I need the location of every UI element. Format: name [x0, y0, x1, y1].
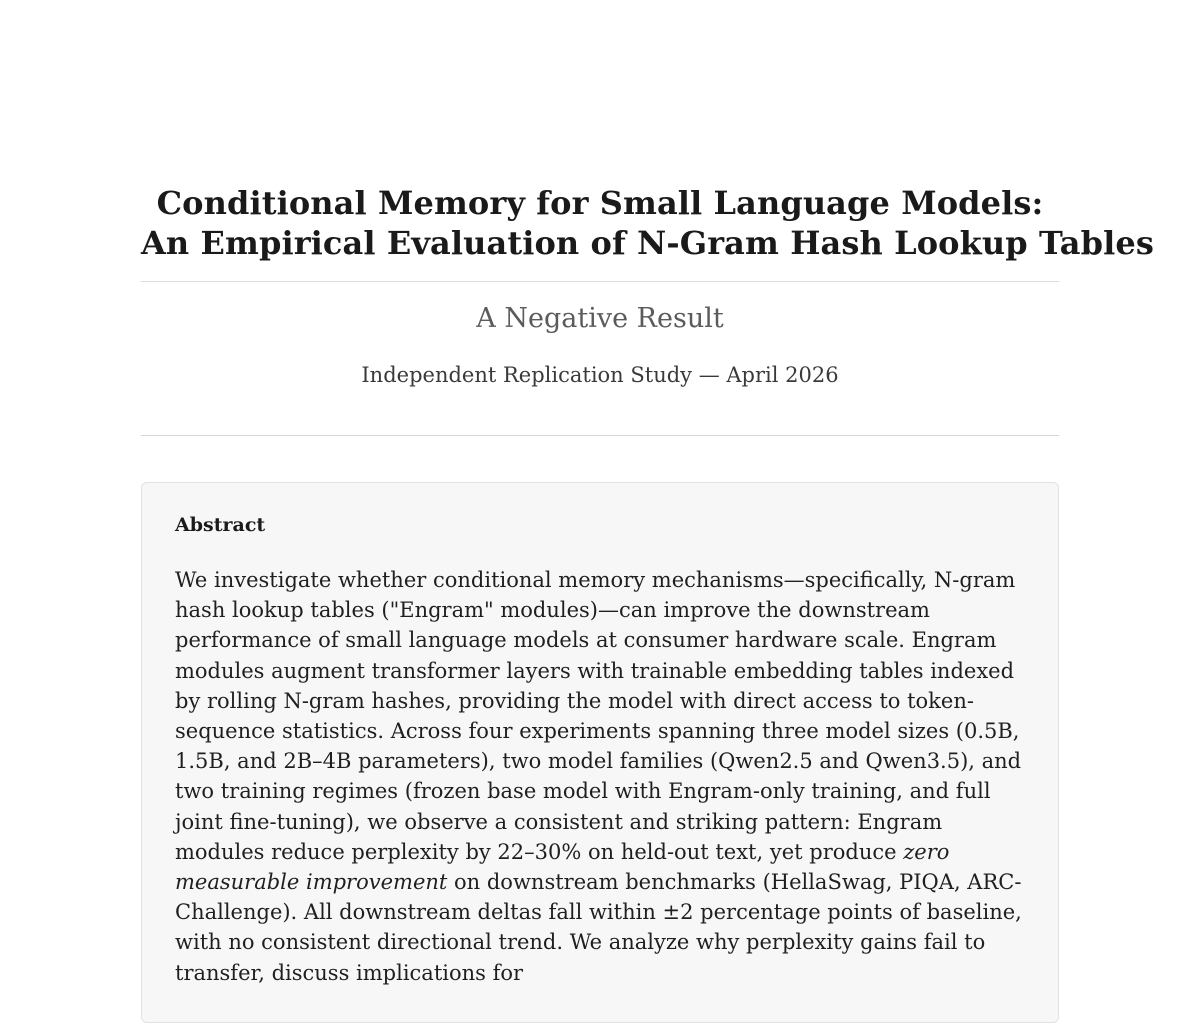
page-subtitle: A Negative Result — [476, 303, 724, 334]
header-divider — [141, 435, 1059, 436]
abstract-emphasis: zero measurable improvement — [175, 839, 950, 895]
page-byline: Independent Replication Study — April 2026 — [361, 363, 839, 387]
page-title-line-1: Conditional Memory for Small Language Models: — [156, 184, 1044, 222]
abstract-text-part-2: on downstream benchmarks (HellaSwag, PIQA, ARC-Challenge). All downstream deltas fall within ±2 percentage points of baseline, with no consistent directional trend. We analyze why perplexity gains fail to transfer, discuss implications for — [175, 870, 1022, 985]
abstract-heading: Abstract — [175, 514, 266, 536]
page-title-line-2: An Empirical Evaluation of N-Gram Hash Lookup Tables — [141, 224, 1154, 262]
abstract-body — [175, 537, 1025, 988]
abstract-text-part-1: We investigate whether conditional memory mechanisms—specifically, N-gram hash lookup tables ("Engram" modules)—can improve the downstream performance of small language models at consumer hardware scale. Engram modules augment transformer layers with trainable embedding tables indexed by rolling N-gram hashes, providing the model with direct access to token-sequence statistics. Across four experiments spanning three model sizes (0.5B, 1.5B, and 2B–4B parameters), two model families (Qwen2.5 and Qwen3.5), and two training regimes (frozen base model with Engram-only training, and full joint fine-tuning), we observe a consistent and striking pattern: Engram modules reduce perplexity by 22–30% on held-out text, yet produce — [175, 568, 1022, 864]
page-title — [141, 183, 1154, 282]
abstract-section — [141, 482, 1059, 1023]
document-header — [141, 0, 1154, 436]
